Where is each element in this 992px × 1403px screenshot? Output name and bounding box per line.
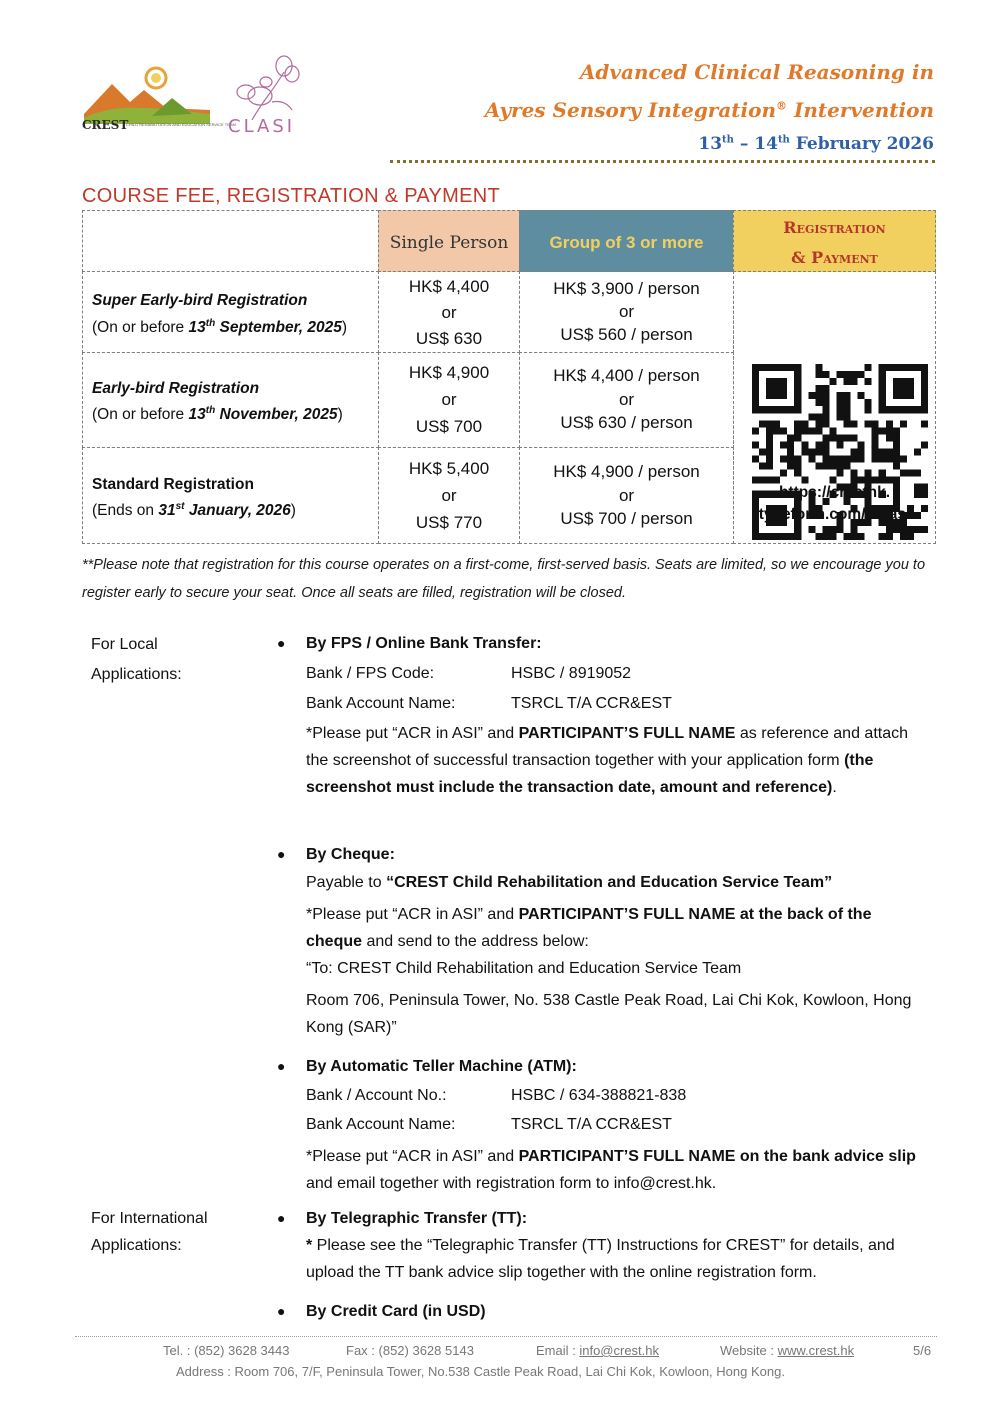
price-cell-single — [378, 271, 520, 353]
price-usd: US$ 770 — [415, 513, 483, 532]
fps-code-value: HSBC / 8919052 — [511, 665, 632, 682]
table-header-single — [378, 210, 520, 272]
cheque-method-title: By Cheque: — [306, 846, 395, 863]
atm-name-value: TSRCL T/A CCR&EST — [511, 1116, 672, 1133]
table-header-empty — [82, 210, 379, 272]
footer-address: Address : Room 706, 7/F, Peninsula Tower, No.538 Castle Peak Road, Lai Chi Kok, Kowloon, Hong Kong. — [176, 1364, 785, 1379]
tier-name: Standard Registration — [92, 476, 254, 493]
price-hkd: HK$ 4,400 — [408, 277, 490, 296]
atm-account-label: Bank / Account No.: — [306, 1087, 447, 1104]
price-or: or — [618, 390, 635, 409]
section-heading: COURSE FEE, REGISTRATION & PAYMENT — [82, 185, 501, 207]
bullet-icon: ● — [277, 1210, 286, 1226]
price-or: or — [441, 390, 457, 409]
price-usd: US$ 560 / person — [560, 325, 693, 344]
bullet-icon: ● — [277, 635, 286, 651]
footer-email-link[interactable]: info@crest.hk — [579, 1343, 660, 1358]
header-divider — [390, 160, 935, 163]
price-cell-group — [519, 352, 734, 448]
crest-logo — [82, 64, 236, 134]
tier-deadline: (On or before 13th September, 2025) — [92, 318, 348, 337]
tt-method-title: By Telegraphic Transfer (TT): — [306, 1210, 528, 1227]
course-title-line1: Advanced Clinical Reasoning in — [579, 60, 934, 84]
price-hkd: HK$ 4,900 / person — [553, 462, 700, 481]
price-cell-group — [519, 271, 734, 353]
price-or: or — [618, 302, 635, 321]
table-header-group — [519, 210, 734, 272]
tier-deadline: (Ends on 31st January, 2026) — [92, 501, 296, 520]
price-usd: US$ 700 / person — [560, 509, 693, 528]
cheque-instructions: *Please put “ACR in ASI” and PARTICIPANT’S FULL NAME at the back of the cheque and send to the address below: — [306, 906, 872, 950]
registration-note: **Please note that registration for this course operates on a first-come, first-served basis. Seats are limited, so we encourage you to register early to secure your seat. Once all seats are filled, registration will be closed. — [82, 557, 926, 601]
page-number: 5/6 — [913, 1343, 932, 1358]
footer-tel: Tel. : (852) 3628 3443 — [163, 1343, 290, 1358]
table-row — [82, 352, 379, 448]
crest-logo-subtitle: CHILD REHABILITATION AND EDUCATION SERVICE TEAM — [126, 122, 236, 127]
fps-account-name-label: Bank Account Name: — [306, 695, 456, 712]
footer-website: Website : www.crest.hk — [720, 1343, 855, 1358]
clasi-logo-text: CLASI — [228, 116, 296, 137]
price-hkd: HK$ 4,400 / person — [553, 366, 700, 385]
bullet-icon: ● — [277, 1303, 286, 1319]
cheque-payable: Payable to “CREST Child Rehabilitation and Education Service Team” — [306, 874, 833, 891]
price-usd: US$ 700 — [415, 417, 483, 436]
tier-deadline: (On or before 13th November, 2025) — [92, 405, 343, 424]
registration-header-line1: Registration — [783, 218, 886, 237]
course-date: 13th – 14th February 2026 — [698, 134, 934, 154]
table-row — [82, 447, 379, 544]
table-header-registration — [733, 210, 936, 272]
atm-instructions: *Please put “ACR in ASI” and PARTICIPANT’S FULL NAME on the bank advice slip and email together with registration form to info@crest.hk. — [306, 1148, 916, 1192]
fps-account-name-value: TSRCL T/A CCR&EST — [511, 695, 672, 712]
tier-name: Early-bird Registration — [92, 380, 260, 397]
price-usd: US$ 630 / person — [560, 413, 693, 432]
price-cell-single — [378, 447, 520, 544]
footer-fax: Fax : (852) 3628 5143 — [346, 1343, 474, 1358]
footer-divider — [75, 1336, 937, 1337]
fps-instructions: *Please put “ACR in ASI” and PARTICIPANT’S FULL NAME as reference and attach the screenshot of successful transaction together with your application form (the screenshot must include the transaction date, amount and reference). — [306, 725, 909, 796]
price-cell-group — [519, 447, 734, 544]
price-or: or — [441, 486, 457, 505]
price-cell-single — [378, 352, 520, 448]
single-person-header: Single Person — [389, 233, 509, 253]
tier-name: Super Early-bird Registration — [92, 292, 308, 309]
price-or: or — [441, 303, 457, 322]
cheque-address-line1: “To: CREST Child Rehabilitation and Education Service Team — [306, 960, 742, 977]
credit-card-method-title: By Credit Card (in USD) — [306, 1303, 486, 1320]
tt-instructions: * Please see the “Telegraphic Transfer (TT) Instructions for CREST” for details, and upload the TT bank advice slip together with the online registration form. — [306, 1237, 895, 1281]
footer-website-link[interactable]: www.crest.hk — [777, 1343, 855, 1358]
price-hkd: HK$ 3,900 / person — [553, 279, 700, 298]
registration-url-line1[interactable]: https://cresthk. — [778, 484, 891, 501]
registration-url-line2[interactable]: typeform.com/acrasi — [758, 506, 911, 523]
local-applications-label-line1: For Local — [91, 636, 158, 653]
fee-table — [82, 210, 936, 544]
crest-logo-text: CREST — [82, 118, 129, 132]
international-applications-label-line2: Applications: — [91, 1237, 182, 1254]
local-applications-label-line2: Applications: — [91, 666, 182, 683]
cheque-address-line2: Room 706, Peninsula Tower, No. 538 Castle Peak Road, Lai Chi Kok, Kowloon, Hong Kong (SAR)” — [306, 992, 912, 1036]
price-usd: US$ 630 — [415, 329, 483, 348]
bullet-icon: ● — [277, 1058, 286, 1074]
price-hkd: HK$ 5,400 — [408, 459, 490, 478]
international-applications-label-line1: For International — [91, 1210, 208, 1227]
fps-code-label: Bank / FPS Code: — [306, 665, 435, 682]
clasi-logo — [222, 52, 312, 138]
group-header: Group of 3 or more — [549, 233, 704, 252]
table-row — [82, 271, 379, 353]
price-or: or — [618, 486, 635, 505]
course-title-line2: Ayres Sensory Integration® Intervention — [484, 98, 934, 122]
footer-email: Email : info@crest.hk — [536, 1343, 660, 1358]
atm-account-value: HSBC / 634-388821-838 — [511, 1087, 687, 1104]
price-hkd: HK$ 4,900 — [408, 363, 490, 382]
registration-header-line2: & Payment — [791, 248, 878, 267]
registration-cell — [733, 271, 936, 544]
bullet-icon: ● — [277, 846, 286, 862]
fps-method-title: By FPS / Online Bank Transfer: — [306, 635, 542, 652]
atm-name-label: Bank Account Name: — [306, 1116, 456, 1133]
atm-method-title: By Automatic Teller Machine (ATM): — [306, 1058, 577, 1075]
